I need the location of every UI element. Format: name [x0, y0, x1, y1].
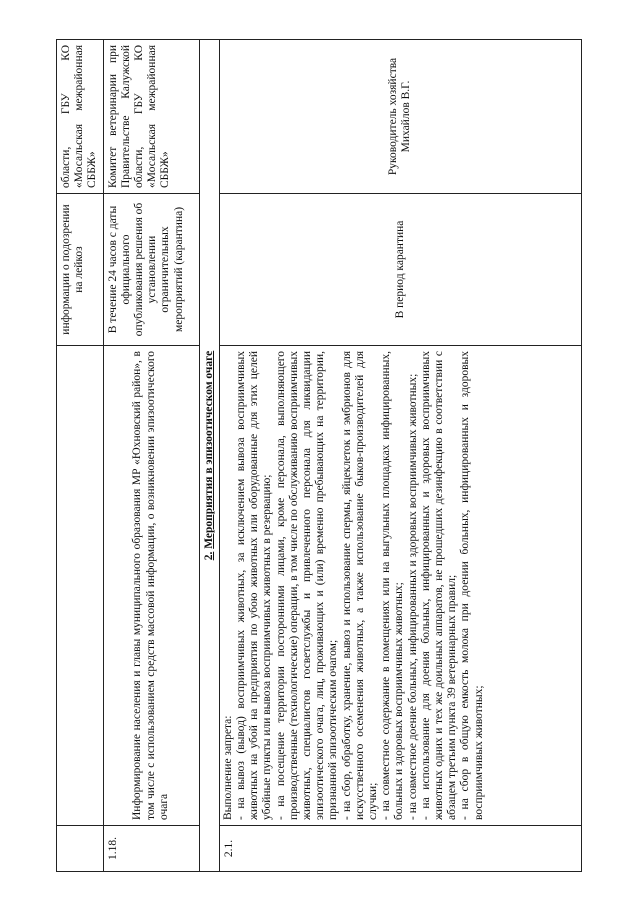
measures-table: [56, 39, 582, 872]
section-name: Мероприятия в эпизоотическом очаге: [202, 350, 215, 549]
cell-responsible: области, ГБУ КО «Мосальская межрайонная СББЖ»: [57, 40, 104, 194]
measure-line: - на совместное содержание в помещениях или на выгульных площадках инфицированных, больных и здоровых восприимчивых животных;: [380, 351, 406, 820]
cell-time: В период карантина: [219, 194, 581, 346]
section-title: [199, 40, 219, 872]
measure-text: [219, 346, 581, 826]
cell-responsible: Комитет ветеринарии при Правительстве Калужской области, ГБУ КО «Мосальская межрайонная СББЖ»: [103, 40, 199, 194]
measure-line: - на вывоз (вывод) восприимчивых животных, за исключением вывоза восприимчивых животных на убой на предприятия по убою животных или оборудованные для этих целей убойные пункты или вывоза восприимчивых животных в резервацию;: [235, 351, 274, 820]
measure-line: - на использование для доения больных, инфицированных и здоровых восприимчивых животных одних и тех же доильных аппаратов, не прошедших дезинфекцию в соответствии с абзацем третьим пункта 39 ветеринарных правил;: [419, 351, 459, 820]
table-row: [57, 40, 104, 872]
rotated-table-wrapper: [56, 40, 582, 872]
measure-line: - на совместное доение больных, инфицированных и здоровых восприимчивых животных;: [406, 373, 419, 820]
measure-line: - на сбор в общую емкость молока при доении больных, инфицированных и здоровых восприимчивых животных;: [459, 351, 485, 820]
measure-line: Выполнение запрета:: [221, 715, 234, 820]
cell-time: В течение 24 часов с даты официального опубликования решения об установлении ограничительных мероприятий (карантина): [103, 194, 199, 346]
section-header-row: [199, 40, 219, 872]
measure-line: - на посещение территории посторонними лицами, кроме персонала, выполняющего производственные (технологические) операции, в том числе по обслуживанию восприимчивых животных, специалистов госветслужбы и привлеченного персонала для ликвидации эпизоотического очага, лиц, проживающих и (или) временно пребывающих на территории, признанной эпизоотическим очагом;: [274, 351, 340, 820]
table-row: [219, 40, 581, 872]
table-row: [103, 40, 199, 872]
cell-time: информации о подозрении на лейкоз: [57, 194, 104, 346]
cell-text-empty: [57, 346, 104, 826]
measure-text: Информирование населения и главы муниципального образования МР «Юхновский район», в том числе с использованием средств массовой информации, о возникновении эпизоотического очага: [103, 346, 199, 826]
row-number: 1.18.: [103, 826, 199, 872]
measure-line: - на сбор, обработку, хранение, вывоз и использование спермы, яйцеклеток и эмбрионов для искусственного осеменения животных, а также использование быков-производителей для случки;: [340, 351, 380, 820]
cell-num-empty: [57, 826, 104, 872]
row-number: 2.1.: [219, 826, 581, 872]
cell-responsible: Руководитель хозяйства Михайлов В.Г.: [219, 40, 581, 194]
section-number: 2.: [202, 551, 215, 561]
